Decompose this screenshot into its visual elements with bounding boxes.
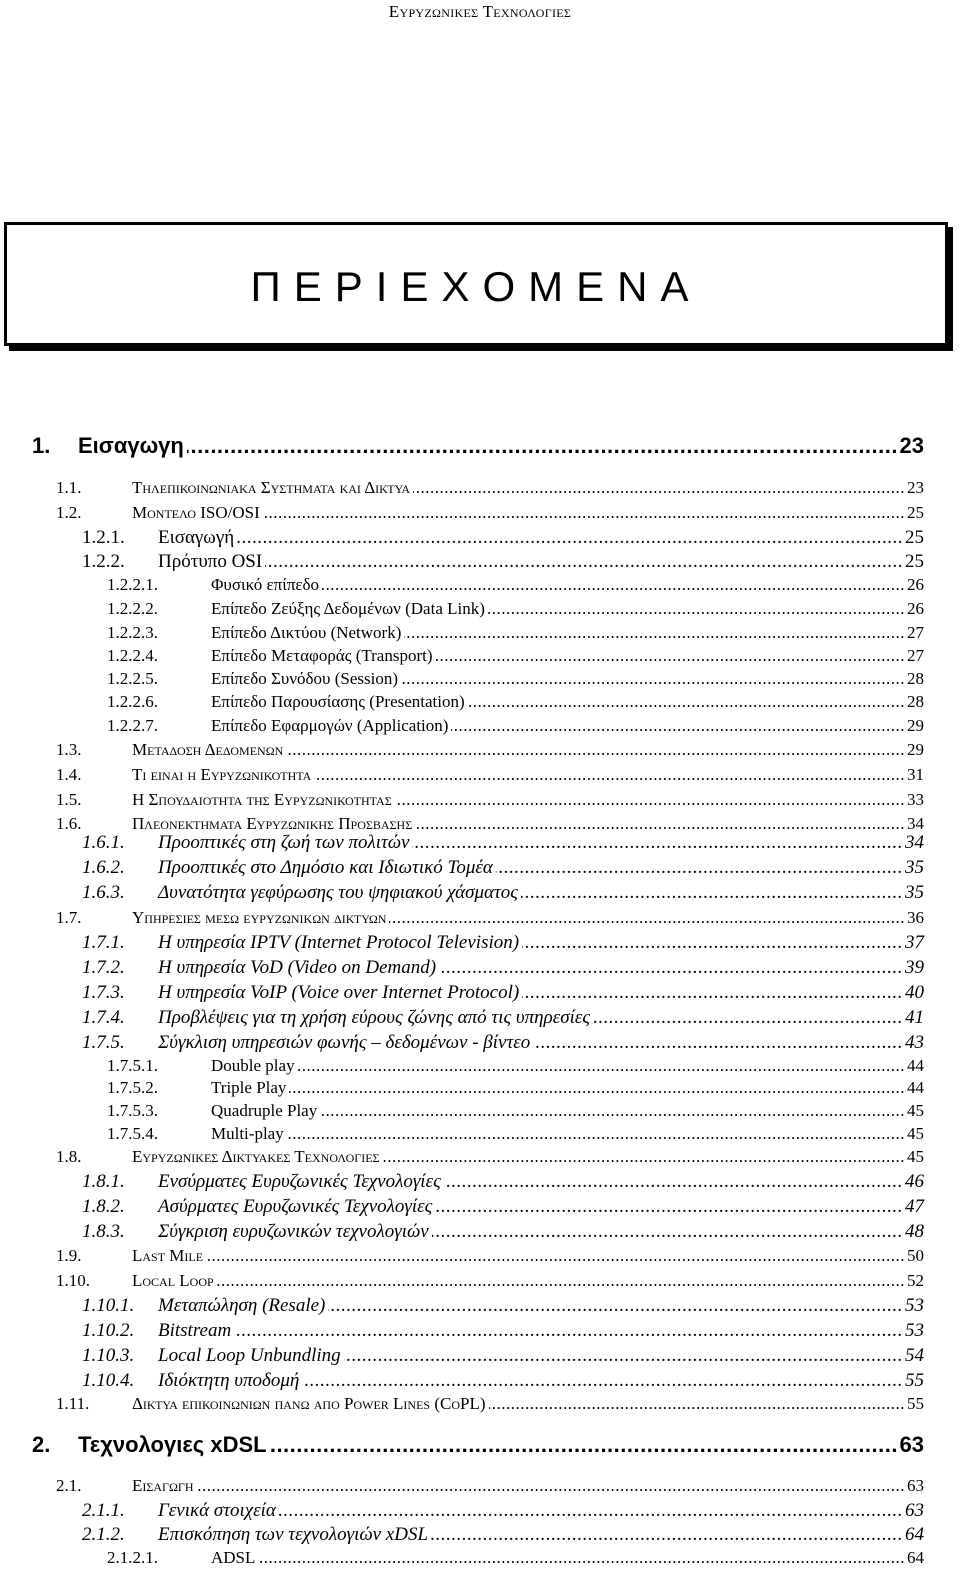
toc-entry[interactable]	[0, 669, 960, 693]
toc-entry[interactable]	[0, 1394, 960, 1418]
toc-page-number: 43	[905, 1032, 924, 1053]
toc-page-number: 41	[905, 1007, 924, 1028]
toc-page-number: 34	[905, 832, 924, 853]
toc-entry[interactable]	[0, 1246, 960, 1270]
toc-number: 1.7.5.	[82, 1032, 125, 1053]
toc-title: Επίπεδο Ζεύξης Δεδομένων (Data Link)	[211, 599, 485, 618]
toc-number: 1.2.2.2.	[107, 599, 158, 618]
toc-title: Local Loop	[132, 1271, 214, 1290]
toc-number: 1.3.	[56, 740, 82, 759]
toc-entry[interactable]	[0, 908, 960, 932]
toc-entry[interactable]	[0, 1101, 960, 1125]
toc-entry[interactable]	[0, 692, 960, 716]
toc-number: 1.2.2.1.	[107, 575, 158, 594]
toc-entry[interactable]	[0, 478, 960, 502]
toc-title: ADSL	[211, 1548, 256, 1567]
toc-title: Επίπεδο Δικτύου (Network)	[211, 623, 402, 642]
toc-title: Quadruple Play	[211, 1101, 318, 1120]
toc-entry[interactable]	[0, 599, 960, 623]
toc-entry[interactable]	[0, 882, 960, 906]
toc-title: Προοπτικές στη ζωή των πολιτών	[158, 832, 410, 853]
toc-entry[interactable]	[0, 1171, 960, 1195]
toc-leader-dots	[468, 692, 905, 714]
toc-title: Bitstream	[158, 1320, 232, 1341]
toc-title: Τεχνολογιες xDSL	[78, 1432, 267, 1457]
toc-leader-dots	[439, 957, 903, 979]
toc-leader-dots	[521, 882, 903, 904]
toc-number: 1.2.2.3.	[107, 623, 158, 642]
toc-entry[interactable]	[0, 575, 960, 599]
toc-number: 1.11.	[56, 1394, 90, 1413]
toc-leader-dots	[401, 669, 905, 691]
toc-leader-dots	[488, 599, 905, 621]
toc-number: 1.10.1.	[82, 1295, 135, 1316]
toc-number: 1.6.2.	[82, 857, 125, 878]
toc-page-number: 27	[907, 623, 924, 642]
toc-page-number: 64	[905, 1524, 924, 1545]
toc-page-number: 45	[907, 1147, 924, 1166]
toc-title: Σύγκριση ευρυζωνικών τεχνολογιών	[158, 1221, 429, 1242]
toc-leader-dots	[444, 1171, 903, 1193]
toc-entry[interactable]	[0, 1221, 960, 1245]
toc-title: Προοπτικές στο Δημόσιο και Ιδιωτικό Τομέα	[158, 857, 493, 878]
toc-number: 1.2.2.5.	[107, 669, 158, 688]
toc-leader-dots	[322, 575, 905, 597]
toc-leader-dots	[279, 1500, 903, 1522]
toc-page-number: 54	[905, 1345, 924, 1366]
running-header: Ευρυζωνικες Τεχνολογιες	[388, 2, 572, 21]
toc-number: 1.8.	[56, 1147, 82, 1166]
toc-number: 1.	[32, 433, 51, 458]
toc-number: 1.7.5.4.	[107, 1124, 158, 1143]
toc-number: 1.10.3.	[82, 1345, 135, 1366]
toc-leader-dots	[289, 1078, 905, 1100]
toc-leader-dots	[287, 1124, 905, 1146]
toc-entry[interactable]	[0, 1548, 960, 1572]
toc-leader-dots	[258, 1548, 905, 1570]
toc-number: 1.10.	[56, 1271, 90, 1290]
toc-number: 1.2.1.	[82, 527, 125, 548]
toc-entry[interactable]	[0, 1271, 960, 1295]
toc-number: 1.10.2.	[82, 1320, 135, 1341]
toc-page-number: 29	[907, 716, 924, 735]
toc-page-number: 63	[907, 1476, 924, 1495]
toc-entry[interactable]	[0, 1432, 960, 1462]
toc-title: Πρότυπο OSI	[158, 551, 263, 572]
toc-leader-dots	[263, 503, 905, 525]
toc-leader-dots	[432, 1221, 903, 1243]
toc-number: 1.8.3.	[82, 1221, 125, 1242]
toc-number: 2.1.2.1.	[107, 1548, 158, 1567]
toc-title: Δυνατότητα γεφύρωσης του ψηφιακού χάσματος	[158, 882, 518, 903]
toc-entry[interactable]	[0, 1147, 960, 1171]
toc-page-number: 55	[907, 1394, 924, 1413]
toc-leader-dots	[389, 908, 905, 930]
toc-page-number: 50	[907, 1246, 924, 1265]
toc-page-number: 23	[899, 433, 924, 458]
toc-title: Ενσύρματες Ευρυζωνικές Τεχνολογίες	[158, 1171, 441, 1192]
toc-leader-dots	[237, 527, 903, 549]
toc-title: Σύγκλιση υπηρεσιών φωνής – δεδομένων - βίντεο	[158, 1032, 531, 1053]
toc-title: Προβλέψεις για τη χρήση εύρους ζώνης από τις υπηρεσίες	[158, 1007, 591, 1028]
toc-title: Εισαγωγη	[132, 1476, 194, 1495]
toc-title: Μεταπώληση (Resale)	[158, 1295, 326, 1316]
toc-page-number: 46	[905, 1171, 924, 1192]
toc-leader-dots	[344, 1345, 903, 1367]
toc-entry[interactable]	[0, 1196, 960, 1220]
toc-page-number: 45	[907, 1101, 924, 1120]
toc-title: Ευρυζωνικες Δικτυακες Τεχνολογιες	[132, 1147, 380, 1166]
toc-page-number: 64	[907, 1548, 924, 1567]
toc-page-number: 25	[905, 527, 924, 548]
toc-number: 1.10.4.	[82, 1370, 135, 1391]
toc-page-number: 28	[907, 692, 924, 711]
toc-title: Τηλεπικοινωνιακα Συστηματα και Δικτυα	[132, 478, 410, 497]
page-title: ΠΕΡΙΕΧΟΜΕΝΑ	[250, 263, 702, 310]
toc-title: Η υπηρεσία VoIP (Voice over Internet Protocol)	[158, 982, 520, 1003]
toc-page-number: 44	[907, 1056, 924, 1075]
toc-entry[interactable]	[0, 551, 960, 575]
toc-leader-dots	[431, 1524, 903, 1546]
toc-page-number: 53	[905, 1320, 924, 1341]
toc-leader-dots	[496, 857, 903, 879]
toc-title: Ιδιόκτητη υποδομή	[158, 1370, 300, 1391]
toc-entry[interactable]	[0, 433, 960, 463]
toc-title: Επίπεδο Μεταφοράς (Transport)	[211, 646, 433, 665]
toc-title: Η Σπουδαιοτητα της Ευρυζωνικοτητας	[132, 790, 392, 809]
toc-leader-dots	[314, 765, 905, 787]
toc-entry[interactable]	[0, 982, 960, 1006]
toc-entry[interactable]	[0, 1295, 960, 1319]
toc-entry[interactable]	[0, 646, 960, 670]
toc-number: 1.6.	[56, 814, 82, 833]
toc-title: Ασύρματες Ευρυζωνικές Τεχνολογίες	[158, 1196, 433, 1217]
toc-title: Last Mile	[132, 1246, 204, 1265]
toc-leader-dots	[197, 1476, 905, 1498]
toc-number: 1.2.2.	[82, 551, 125, 572]
toc-page-number: 63	[899, 1432, 924, 1457]
toc-page-number: 26	[907, 599, 924, 618]
toc-number: 1.2.2.4.	[107, 646, 158, 665]
toc-leader-dots	[234, 1320, 903, 1342]
toc-entry[interactable]	[0, 1345, 960, 1369]
toc-title: Local Loop Unbundling	[158, 1345, 341, 1366]
toc-title: Δικτυα επικοινωνιων πανω απο Power Lines (CoPL)	[132, 1394, 486, 1413]
toc-number: 1.7.5.2.	[107, 1078, 158, 1097]
toc-leader-dots	[395, 790, 905, 812]
toc-leader-dots	[533, 1032, 903, 1054]
toc-number: 1.7.2.	[82, 957, 125, 978]
toc-page-number: 29	[907, 740, 924, 759]
toc-entry[interactable]	[0, 957, 960, 981]
toc-entry[interactable]	[0, 832, 960, 856]
toc-page-number: 55	[905, 1370, 924, 1391]
toc-title: Πλεονεκτηματα Ευρυζωνικης Προσβασης	[132, 814, 413, 833]
toc-number: 1.7.1.	[82, 932, 125, 953]
toc-number: 1.9.	[56, 1246, 82, 1265]
toc-number: 1.7.5.1.	[107, 1056, 158, 1075]
toc-number: 1.6.3.	[82, 882, 125, 903]
toc-page-number: 52	[907, 1271, 924, 1290]
toc-number: 1.8.1.	[82, 1171, 125, 1192]
toc-entry[interactable]	[0, 1476, 960, 1500]
toc-entry[interactable]	[0, 1524, 960, 1548]
toc-page-number: 48	[905, 1221, 924, 1242]
toc-leader-dots	[320, 1101, 905, 1123]
toc-page-number: 44	[907, 1078, 924, 1097]
toc-leader-dots	[187, 433, 898, 461]
toc-title: Γενικά στοιχεία	[158, 1500, 276, 1521]
toc-page-number: 28	[907, 669, 924, 688]
toc-title: Triple Play	[211, 1078, 287, 1097]
toc-entry[interactable]	[0, 1370, 960, 1394]
toc-page-number: 23	[907, 478, 924, 497]
toc-entry[interactable]	[0, 1007, 960, 1031]
toc-title: Εισαγωγη	[78, 433, 184, 458]
toc-title: Επισκόπηση των τεχνολογιών xDSL	[158, 1524, 429, 1545]
toc-entry[interactable]	[0, 1320, 960, 1344]
toc-leader-dots	[217, 1271, 905, 1293]
toc-title: Double play	[211, 1056, 295, 1075]
toc-title: Η υπηρεσία IPTV (Internet Protocol Television)	[158, 932, 520, 953]
toc-number: 2.1.1.	[82, 1500, 125, 1521]
toc-number: 1.7.4.	[82, 1007, 125, 1028]
toc-title: Multi-play	[211, 1124, 284, 1143]
toc-page-number: 26	[907, 575, 924, 594]
toc-number: 1.6.1.	[82, 832, 125, 853]
toc-number: 1.8.2.	[82, 1196, 125, 1217]
toc-leader-dots	[298, 1056, 905, 1078]
toc-title: Υπηρεσιες μεσω ευρυζωνικων δικτυων	[132, 908, 387, 927]
toc-page-number: 53	[905, 1295, 924, 1316]
toc-title: Επίπεδο Συνόδου (Session)	[211, 669, 398, 688]
toc-leader-dots	[302, 1370, 903, 1392]
toc-leader-dots	[593, 1007, 903, 1029]
toc-title: Επίπεδο Εφαρμογών (Application)	[211, 716, 449, 735]
toc-number: 1.1.	[56, 478, 82, 497]
toc-entry[interactable]	[0, 932, 960, 956]
toc-title: Εισαγωγή	[158, 527, 235, 548]
toc-leader-dots	[270, 1432, 898, 1460]
toc-leader-dots	[328, 1295, 903, 1317]
toc-leader-dots	[206, 1246, 905, 1268]
toc-entry[interactable]	[0, 1078, 960, 1102]
toc-number: 1.2.	[56, 503, 82, 522]
toc-title: Φυσικό επίπεδο	[211, 575, 320, 594]
toc-leader-dots	[522, 932, 903, 954]
toc-entry[interactable]	[0, 623, 960, 647]
toc-title: Τι ειναι η Ευρυζωνικοτητα	[132, 765, 312, 784]
toc-title: Μοντελο ISO/OSI	[132, 503, 260, 522]
toc-page-number: 39	[905, 957, 924, 978]
toc-number: 1.7.	[56, 908, 82, 927]
toc-number: 2.1.2.	[82, 1524, 125, 1545]
toc-entry[interactable]	[0, 1032, 960, 1056]
toc-number: 1.2.2.6.	[107, 692, 158, 711]
toc-page-number: 40	[905, 982, 924, 1003]
toc-page-number: 36	[907, 908, 924, 927]
toc-leader-dots	[404, 623, 905, 645]
toc-number: 1.4.	[56, 765, 82, 784]
toc-number: 1.7.3.	[82, 982, 125, 1003]
toc-entry[interactable]	[0, 716, 960, 740]
toc-leader-dots	[451, 716, 905, 738]
toc-page-number: 35	[905, 857, 924, 878]
toc-entry[interactable]	[0, 740, 960, 764]
toc-leader-dots	[489, 1394, 905, 1416]
toc-page-number: 27	[907, 646, 924, 665]
toc-number: 2.	[32, 1432, 51, 1457]
toc-leader-dots	[522, 982, 903, 1004]
toc-entry[interactable]	[0, 527, 960, 551]
toc-page-number: 45	[907, 1124, 924, 1143]
toc-page-number: 63	[905, 1500, 924, 1521]
toc-leader-dots	[265, 551, 903, 573]
toc-page-number: 37	[905, 932, 924, 953]
toc-entry[interactable]	[0, 857, 960, 881]
toc-page-number: 35	[905, 882, 924, 903]
toc-title: Μεταδοση Δεδομενων	[132, 740, 284, 759]
toc-leader-dots	[435, 1196, 903, 1218]
toc-number: 1.7.5.3.	[107, 1101, 158, 1120]
toc-leader-dots	[413, 478, 905, 500]
toc-number: 1.2.2.7.	[107, 716, 158, 735]
toc-page-number: 34	[907, 814, 924, 833]
toc-page-number: 47	[905, 1196, 924, 1217]
toc-entry[interactable]	[0, 790, 960, 814]
toc-entry[interactable]	[0, 1056, 960, 1080]
toc-leader-dots	[286, 740, 905, 762]
toc-leader-dots	[383, 1147, 905, 1169]
toc-page-number: 25	[907, 503, 924, 522]
toc-number: 1.5.	[56, 790, 82, 809]
toc-leader-dots	[412, 832, 903, 854]
toc-entry[interactable]	[0, 1124, 960, 1148]
toc-entry[interactable]	[0, 765, 960, 789]
toc-entry[interactable]	[0, 503, 960, 527]
toc-page-number: 33	[907, 790, 924, 809]
toc-leader-dots	[436, 646, 905, 668]
toc-title: Η υπηρεσία VoD (Video on Demand)	[158, 957, 437, 978]
toc-page-number: 25	[905, 551, 924, 572]
toc-number: 2.1.	[56, 1476, 82, 1495]
toc-title: Επίπεδο Παρουσίασης (Presentation)	[211, 692, 465, 711]
toc-entry[interactable]	[0, 1500, 960, 1524]
toc-page-number: 31	[907, 765, 924, 784]
